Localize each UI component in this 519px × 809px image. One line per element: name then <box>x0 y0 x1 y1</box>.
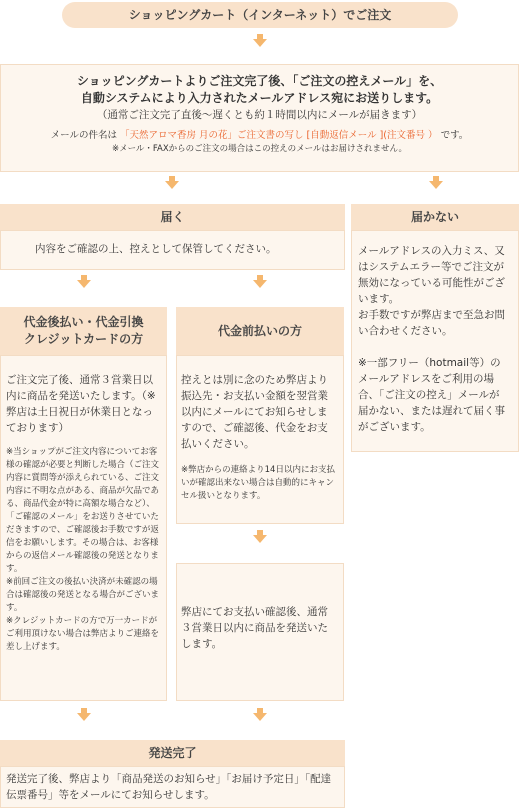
intro-line1: ショッピングカートよりご注文完了後、「ご注文の控えメール」を、 <box>76 74 443 88</box>
prepaid-header: 代金前払いの方 <box>176 307 344 355</box>
arrived-text: 内容をご確認の上、控えとして保管してください。 <box>35 243 277 255</box>
not-arrived-text3: ※一部フリー（hotmail等）のメールアドレスをご利用の場合、「ご注文の控え」メールが届かない、または遅れて届く事がございます。 <box>358 357 505 433</box>
intro-line2: 自動システムにより入力されたメールアドレス宛にお送りします。 <box>80 91 439 105</box>
complete-box <box>0 766 345 808</box>
subject-suffix: です。 <box>440 130 469 141</box>
intro-box <box>0 64 519 172</box>
intro-line3: （通常ご注文完了直後～遅くとも約１時間以内にメールが届きます） <box>96 109 423 121</box>
deferred-text: ご注文完了後、通常３営業日以内に商品を発送いたします。（※弊店は土日祝日が休業日となっております） <box>6 374 156 434</box>
not-arrived-box <box>351 230 519 452</box>
order-title: ショッピングカート（インターネット）でご注文 <box>62 2 458 28</box>
complete-header: 発送完了 <box>0 740 345 766</box>
not-arrived-header: 届かない <box>351 204 519 230</box>
payment-confirm-box <box>176 563 344 701</box>
arrived-header: 届く <box>0 204 345 230</box>
not-arrived-text2: お手数ですが弊店まで至急お問い合わせください。 <box>358 309 505 337</box>
complete-text: 発送完了後、弊店より「商品発送のお知らせ」「お届け予定日」「配達伝票番号」等をメールにてお知らせします。 <box>6 773 332 801</box>
deferred-note2: ※前回ご注文の後払い決済が未確認の場合は確認後の発送となる場合がございます。 <box>6 577 160 613</box>
intro-note: ※メール・FAXからのご注文の場合はこの控えのメールはお届けされません。 <box>111 144 408 154</box>
prepaid-note: ※弊店からの連絡より14日以内にお支払いが確認出来ない場合は自動的にキャンセル扱いとなります。 <box>181 465 335 501</box>
not-arrived-text1: メールアドレスの入力ミス、又はシステムエラー等でご注文が無効になっている可能性がございます。 <box>358 245 505 305</box>
prepaid-box <box>176 355 344 524</box>
payment-confirm-text: 弊店にてお支払い確認後、通常３営業日以内に商品を発送いたします。 <box>181 606 328 650</box>
deferred-header <box>0 307 167 355</box>
deferred-header-line1: 代金後払い・代金引換 <box>23 315 144 329</box>
subject-value: 「天然アロマ香房 月の花」ご注文書の写し [自動返信メール ](注文番号 ） <box>120 130 438 141</box>
deferred-header-line2: クレジットカードの方 <box>23 332 144 346</box>
arrived-box <box>0 230 345 270</box>
deferred-note3: ※クレジットカードの方で万一カードがご利用頂けない場合は弊店よりご連絡を差し上げます。 <box>6 616 160 652</box>
subject-prefix: メールの件名は <box>50 130 117 141</box>
mail-subject <box>1 129 518 143</box>
deferred-note1: ※当ショップがご注文内容についてお客様の確認が必要と判断した場合（ご注文内容に質問等が添えられている、ご注文内容に不明な点がある、商品が欠品である、商品代金が特に高額な場合など）、「ご確認のメール」をお送りさせていただきますので、ご確認後お手数ですが返信をお願いします。その場合は、お客様からの返信メール確認後の発送となります。 <box>6 447 160 574</box>
prepaid-text: 控えとは別に念のため弊店より振込先・お支払い金額を翌営業以内にメールにてお知らせしますので、ご確認後、代金をお支払いください。 <box>181 374 328 450</box>
deferred-box <box>0 355 167 701</box>
